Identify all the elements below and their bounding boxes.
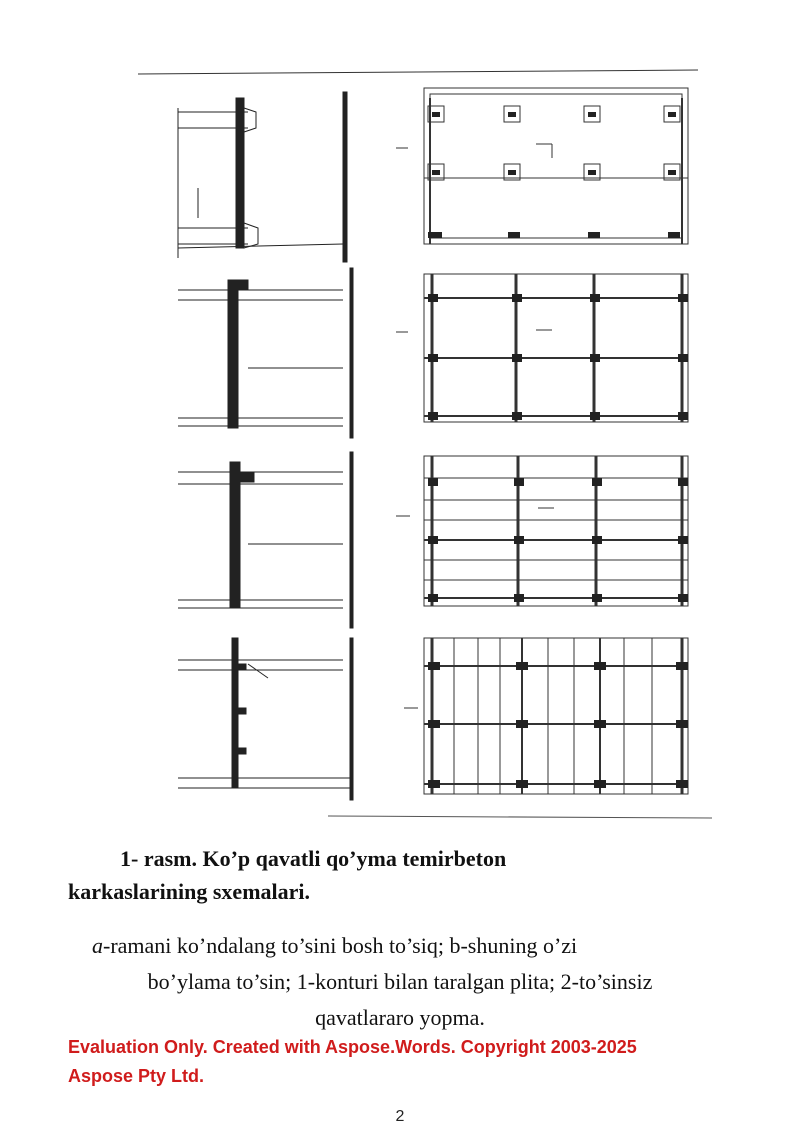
- caption-italic-label: a: [92, 933, 103, 958]
- figure-title-line-1: 1- rasm. Ko’p qavatli qo’yma temirbeton: [120, 846, 507, 871]
- figure-title-line-2: karkaslarining sxemalari.: [68, 879, 311, 904]
- caption-line-1-text: -ramani ko’ndalang to’sini bosh to’siq; b-shuning o’zi: [103, 933, 578, 958]
- figure-caption-line-3: qavatlararo yopma.: [315, 1005, 485, 1030]
- scheme-c-plan: [396, 456, 688, 606]
- frame-schemes-svg: [138, 68, 712, 820]
- evaluation-watermark: [68, 1033, 768, 1091]
- figure-caption-line-1: [68, 928, 732, 964]
- scheme-a-plan: [396, 88, 688, 244]
- scheme-d-plan: [404, 638, 688, 794]
- figure-caption: [68, 928, 732, 1036]
- structural-frame-drawing: [138, 68, 712, 820]
- figure-caption-line-2: bo’ylama to’sin; 1-konturi bilan taralgan plita; 2-to’sinsiz: [147, 969, 653, 994]
- watermark-line-1: Evaluation Only. Created with Aspose.Words. Copyright 2003-2025: [68, 1037, 637, 1057]
- scheme-a-section: [178, 92, 347, 262]
- watermark-line-2: Aspose Pty Ltd.: [68, 1066, 205, 1086]
- scheme-b-section: [178, 268, 353, 438]
- page-number: 2: [395, 1108, 405, 1125]
- scheme-b-plan: [396, 274, 688, 422]
- figure-title: [68, 842, 708, 908]
- scheme-c-section: [178, 452, 353, 628]
- scheme-d-section: [178, 638, 353, 800]
